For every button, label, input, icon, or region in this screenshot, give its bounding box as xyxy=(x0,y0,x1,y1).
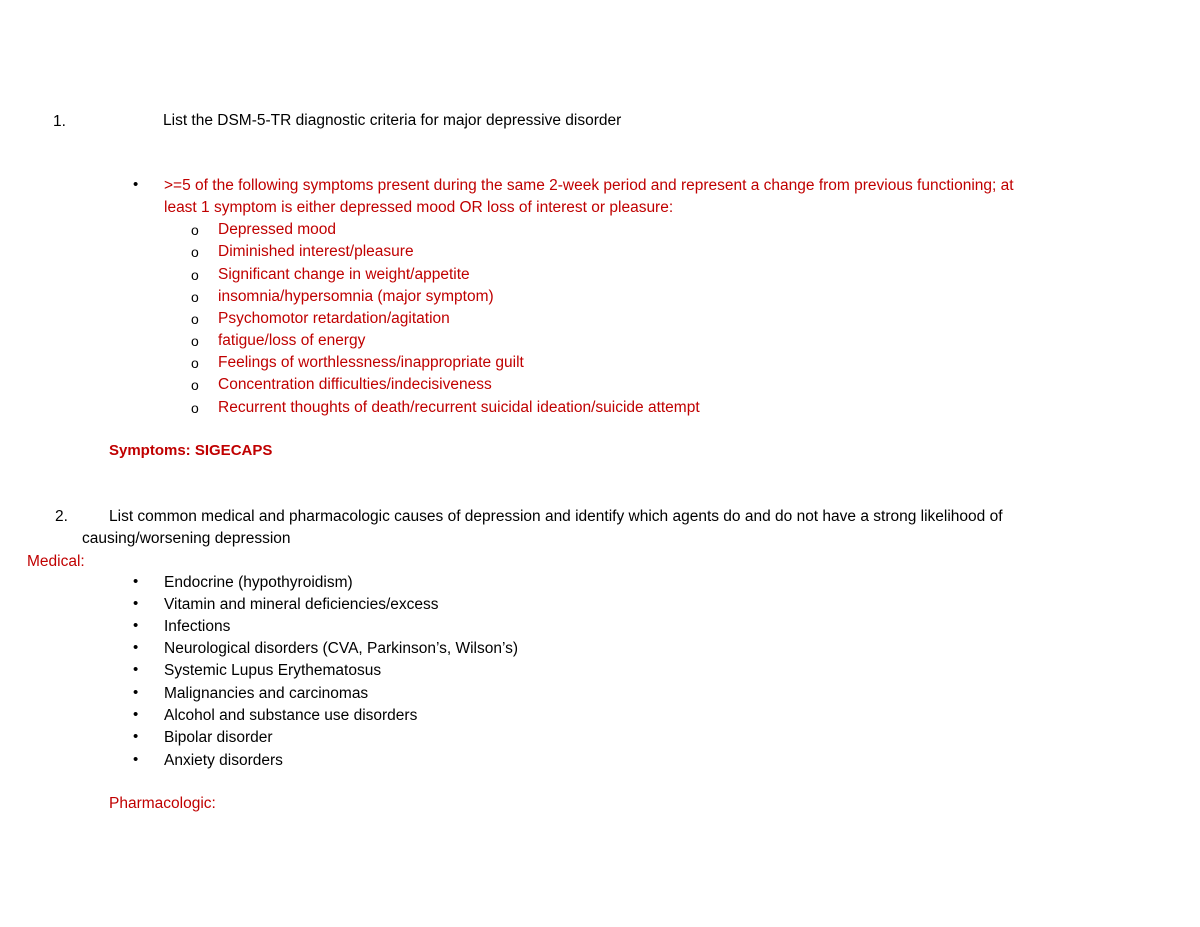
sub-bullet-marker: o xyxy=(191,355,199,371)
pharmacologic-heading: Pharmacologic: xyxy=(109,795,216,812)
question-2-number: 2. xyxy=(55,508,68,525)
medical-cause-item: Infections xyxy=(164,618,231,635)
medical-cause-item: Bipolar disorder xyxy=(164,729,273,746)
symptom-item: Recurrent thoughts of death/recurrent suicidal ideation/suicide attempt xyxy=(218,399,700,416)
medical-heading: Medical: xyxy=(27,553,85,570)
question-2-line-2: causing/worsening depression xyxy=(82,530,291,547)
list-bullet: • xyxy=(133,573,139,590)
sub-bullet-marker: o xyxy=(191,400,199,416)
criteria-line-1: >=5 of the following symptoms present during the same 2-week period and represent a change from previous functioning; at xyxy=(164,177,1014,194)
list-bullet: • xyxy=(133,639,139,656)
symptom-item: fatigue/loss of energy xyxy=(218,332,366,349)
question-1-text: List the DSM-5-TR diagnostic criteria for major depressive disorder xyxy=(163,112,622,129)
symptom-item: Significant change in weight/appetite xyxy=(218,266,470,283)
medical-cause-item: Endocrine (hypothyroidism) xyxy=(164,574,353,591)
list-bullet: • xyxy=(133,661,139,678)
medical-cause-item: Vitamin and mineral deficiencies/excess xyxy=(164,596,439,613)
sub-bullet-marker: o xyxy=(191,244,199,260)
medical-cause-item: Neurological disorders (CVA, Parkinson’s, Wilson’s) xyxy=(164,640,519,657)
sub-bullet-marker: o xyxy=(191,333,199,349)
sub-bullet-marker: o xyxy=(191,311,199,327)
list-bullet: • xyxy=(133,728,139,745)
symptom-item: Concentration difficulties/indecisiveness xyxy=(218,376,492,393)
symptom-item: Feelings of worthlessness/inappropriate guilt xyxy=(218,354,524,371)
list-bullet: • xyxy=(133,617,139,634)
symptom-item: Diminished interest/pleasure xyxy=(218,243,414,260)
medical-cause-item: Malignancies and carcinomas xyxy=(164,685,369,702)
medical-cause-item: Systemic Lupus Erythematosus xyxy=(164,662,382,679)
list-bullet: • xyxy=(133,595,139,612)
question-1-number: 1. xyxy=(53,113,66,130)
list-bullet: • xyxy=(133,684,139,701)
criteria-bullet: • xyxy=(133,176,139,193)
medical-cause-item: Alcohol and substance use disorders xyxy=(164,707,418,724)
sub-bullet-marker: o xyxy=(191,289,199,305)
medical-cause-item: Anxiety disorders xyxy=(164,752,283,769)
symptom-item: Depressed mood xyxy=(218,221,337,238)
criteria-line-2: least 1 symptom is either depressed mood OR loss of interest or pleasure: xyxy=(164,199,674,216)
symptoms-mnemonic: Symptoms: SIGECAPS xyxy=(109,442,273,459)
sub-bullet-marker: o xyxy=(191,377,199,393)
list-bullet: • xyxy=(133,751,139,768)
sub-bullet-marker: o xyxy=(191,222,199,238)
symptom-item: insomnia/hypersomnia (major symptom) xyxy=(218,288,494,305)
question-2-line-1: List common medical and pharmacologic causes of depression and identify which agents do and do not have a strong likelihood of xyxy=(109,508,1003,525)
sub-bullet-marker: o xyxy=(191,267,199,283)
symptom-item: Psychomotor retardation/agitation xyxy=(218,310,450,327)
list-bullet: • xyxy=(133,706,139,723)
